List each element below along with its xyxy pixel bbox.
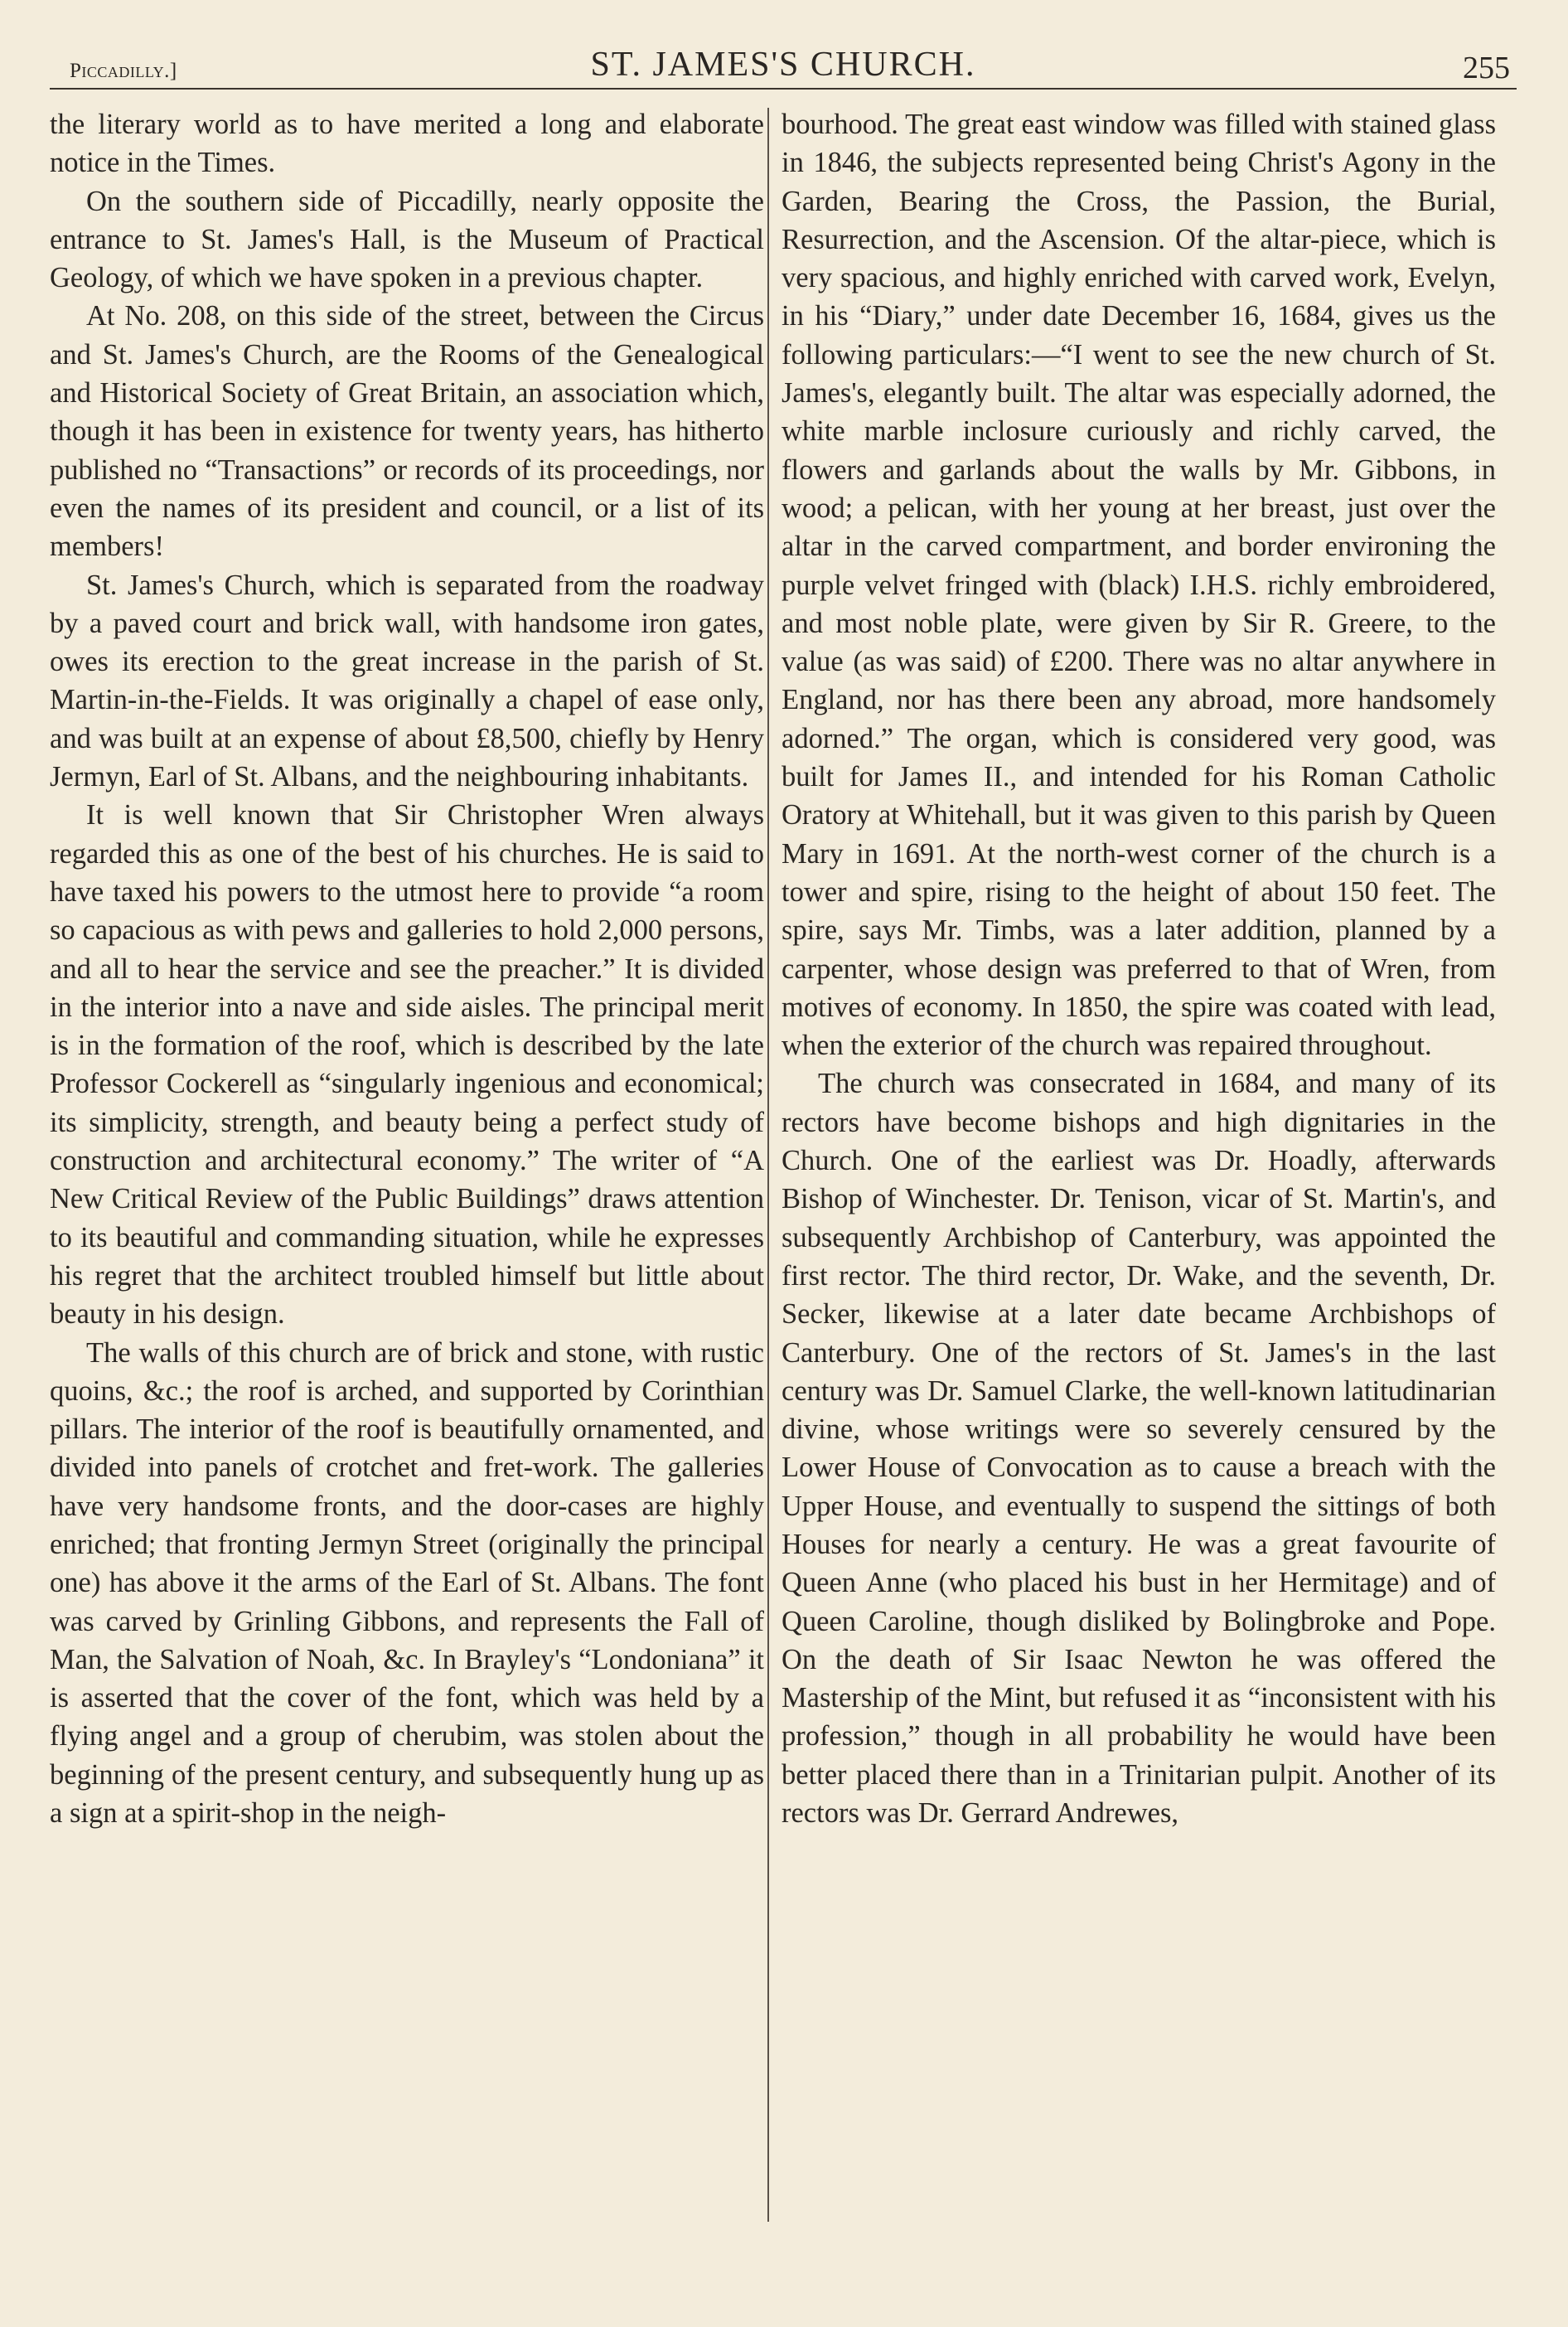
paragraph: bourhood. The great east window was filled with stained glass in 1846, the subjects represented being Christ's Agony in the Garden, Bearing the Cross, the Passion, the Burial, Resurrection, and the Ascension. Of the altar-piece, which is very spacious, and highly enriched with carved work, Evelyn, in his “Diary,” under date December 16, 1684, gives us the following particulars:—“I went to see the new church of St. James's, elegantly built. The altar was especially adorned, the white marble inclosure curiously and richly carved, the flowers and garlands about the walls by Mr. Gibbons, in wood; a pelican, with her young at her breast, just over the altar in the carved compartment, and border environing the purple velvet fringed with (black) I.H.S. richly embroidered, and most noble plate, were given by Sir R. Greere, to the value (as was said) of £200. There was no altar anywhere in England, nor has there been any abroad, more handsomely adorned.” The organ, which is considered very good, was built for James II., and intended for his Roman Catholic Oratory at Whitehall, but it was given to this parish by Queen Mary in 1691. At the north-west corner of the church is a tower and spire, rising to the height of about 150 feet. The spire, says Mr. Timbs, was a later addition, planned by a carpenter, whose design was preferred to that of Wren, from motives of economy. In 1850, the spire was coated with lead, when the exterior of the church was repaired throughout. xyxy=(782,109,1496,1062)
paragraph: St. James's Church, which is separated from the roadway by a paved court and brick wall, with handsome iron gates, owes its erection to the great increase in the parish of St. Martin-in-the-Fields. It was originally a chapel of ease only, and was built at an expense of about £8,500, chiefly by Henry Jermyn, Earl of St. Albans, and the neighbouring inhabitants. xyxy=(50,569,764,793)
section-label: Piccadilly.] xyxy=(70,60,177,82)
running-head xyxy=(50,41,1517,90)
paragraph: It is well known that Sir Christopher Wren always regarded this as one of the best of his churches. He is said to have taxed his powers to the utmost here to provide “a room so capacious as with pews and galleries to hold 2,000 persons, and all to hear the service and see the preacher.” It is divided in the interior into a nave and side aisles. The principal merit is in the formation of the roof, which is described by the late Professor Cockerell as “singularly ingenious and economical; its simplicity, strength, and beauty being a perfect study of construction and architectural economy.” The writer of “A New Critical Review of the Public Buildings” draws attention to its beautiful and commanding situation, while he expresses his regret that the architect troubled himself but little about beauty in his design. xyxy=(50,799,764,1331)
page-title: ST. JAMES'S CHURCH. xyxy=(590,46,976,84)
paragraph: On the southern side of Piccadilly, nearly opposite the entrance to St. James's Hall, is the Museum of Practical Geology, of which we have spoken in a previous chapter. xyxy=(50,185,764,294)
paragraph: The walls of this church are of brick and stone, with rustic quoins, &c.; the roof is arched, and supported by Corinthian pillars. The interior of the roof is beautifully ornamented, and divided into panels of crotchet and fret-work. The galleries have very handsome fronts, and the door-cases are highly enriched; that fronting Jermyn Street (originally the principal one) has above it the arms of the Earl of St. Albans. The font was carved by Grinling Gibbons, and represents the Fall of Man, the Salvation of Noah, &c. In Brayley's “Londoniana” it is asserted that the cover of the font, which was held by a flying angel and a group of cherubim, was stolen about the beginning of the present century, and subsequently hung up as a sign at a spirit-shop in the neigh- xyxy=(50,1336,764,1830)
page-number: 255 xyxy=(1463,51,1510,85)
paragraph: At No. 208, on this side of the street, between the Circus and St. James's Church, are the Rooms of the Genealogical and Historical Society of Great Britain, an association which, though it has been in existence for twenty years, has hitherto published no “Transactions” or records of its proceedings, nor even the names of its president and council, or a list of its members! xyxy=(50,300,764,563)
left-column xyxy=(50,105,764,1832)
right-column xyxy=(782,105,1496,1832)
paragraph: The church was consecrated in 1684, and many of its rectors have become bishops and high dignitaries in the Church. One of the earliest was Dr. Hoadly, afterwards Bishop of Winchester. Dr. Tenison, vicar of St. Martin's, and subsequently Archbishop of Canterbury, was appointed the first rector. The third rector, Dr. Wake, and the seventh, Dr. Secker, likewise at a later date became Archbishops of Canterbury. One of the rectors of St. James's in the last century was Dr. Samuel Clarke, the well-known latitudinarian divine, whose writings were so severely censured by the Lower House of Convocation as to cause a breach with the Upper House, and eventually to suspend the sittings of both Houses for nearly a century. He was a great favourite of Queen Anne (who placed his bust in her Hermitage) and of Queen Caroline, though disliked by Bolingbroke and Pope. On the death of Sir Isaac Newton he was offered the Mastership of the Mint, but refused it as “inconsistent with his profession,” though in all probability he would have been better placed there than in a Trinitarian pulpit. Another of its rectors was Dr. Gerrard Andrewes, xyxy=(782,1068,1496,1830)
column-divider xyxy=(767,108,769,2222)
paragraph: the literary world as to have merited a long and elaborate notice in the Times. xyxy=(50,109,764,179)
